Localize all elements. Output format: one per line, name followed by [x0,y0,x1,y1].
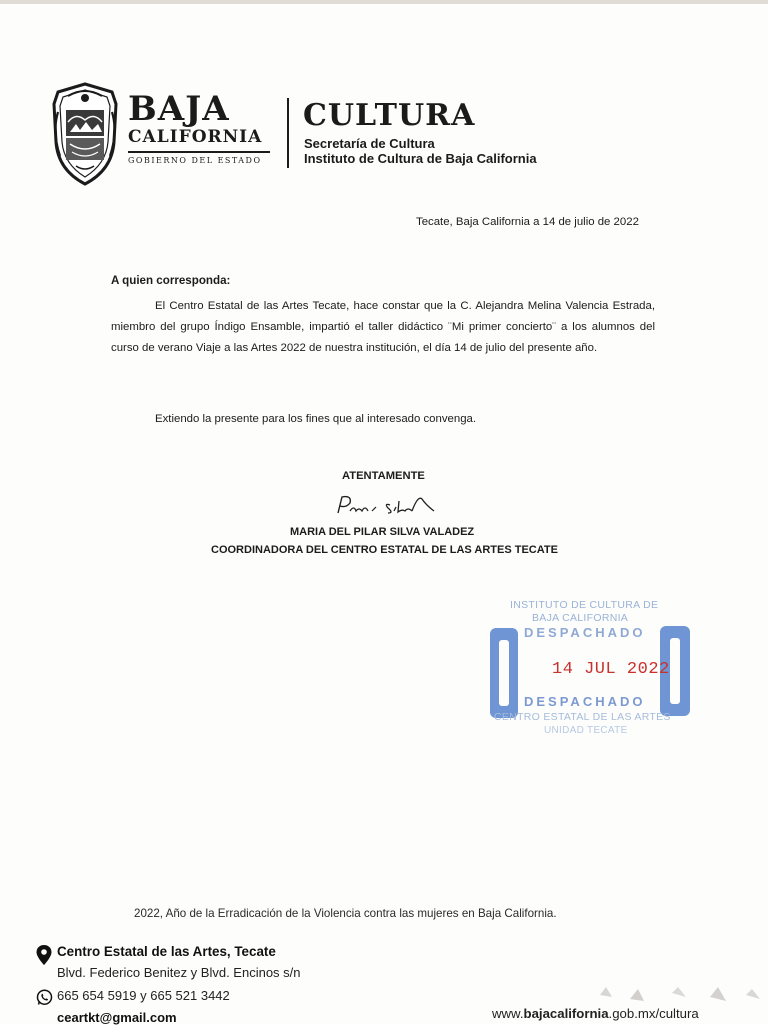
year-motto: 2022, Año de la Erradicación de la Violencia contra las mujeres en Baja California. [134,907,557,920]
website-prefix: www. [492,1006,524,1021]
signer-name: MARIA DEL PILAR SILVA VALADEZ [290,526,475,538]
website-suffix: .gob.mx/cultura [608,1006,699,1021]
stamp-line-3: DESPACHADO [524,625,646,640]
sign-off: ATENTAMENTE [342,470,425,482]
website-domain: bajacalifornia [523,1006,609,1021]
signer-title: COORDINADORA DEL CENTRO ESTATAL DE LAS ARTES TECATE [211,544,558,556]
stamp-date: 14 JUL 2022 [552,660,670,679]
date-line: Tecate, Baja California a 14 de julio de 2022 [416,216,639,228]
stamp-line-6: UNIDAD TECATE [544,725,628,736]
stamp-line-2: BAJA CALIFORNIA [532,612,629,624]
state-government-label: GOBIERNO DEL ESTADO [128,156,262,165]
received-stamp [488,596,696,742]
header-divider [287,98,289,168]
stamp-line-4: DESPACHADO [524,694,646,709]
agency-title: CULTURA [303,98,476,133]
page-top-edge [0,0,768,4]
state-seal-icon [50,82,120,186]
state-wordmark [128,89,278,165]
stamp-line-1: INSTITUTO DE CULTURA DE [510,599,659,611]
state-name-line2: CALIFORNIA [128,127,263,147]
handwritten-signature [332,491,444,519]
agency-subtitle-1: Secretaría de Cultura [304,136,435,151]
whatsapp-icon [36,989,53,1006]
stamp-bar-left [490,628,518,718]
agency-subtitle-2: Instituto de Cultura de Baja California [304,151,537,166]
location-pin-icon [36,945,52,965]
center-phones: 665 654 5919 y 665 521 3442 [57,988,230,1003]
center-email[interactable]: ceartkt@gmail.com [57,1010,177,1025]
closing-line: Extiendo la presente para los fines que al interesado convenga. [155,413,477,425]
website-link[interactable] [492,1006,699,1021]
body-paragraph: El Centro Estatal de las Artes Tecate, hace constar que la C. Alejandra Melina Valencia Estrada, miembro del grupo Índigo Ensamble, impartió el taller didáctico ¨Mi primer concierto¨ a los alumnos del curso de verano Viaje a las Artes 2022 de nuestra institución, el día 14 de julio del presente año. [111,300,655,354]
state-name-line1: BAJA [128,89,230,129]
stamp-line-5: CENTRO ESTATAL DE LAS ARTES [494,711,671,723]
wordmark-rule [128,151,270,153]
center-name: Centro Estatal de las Artes, Tecate [57,944,276,959]
salutation: A quien corresponda: [111,274,231,287]
center-address: Blvd. Federico Benitez y Blvd. Encinos s/n [57,965,301,980]
